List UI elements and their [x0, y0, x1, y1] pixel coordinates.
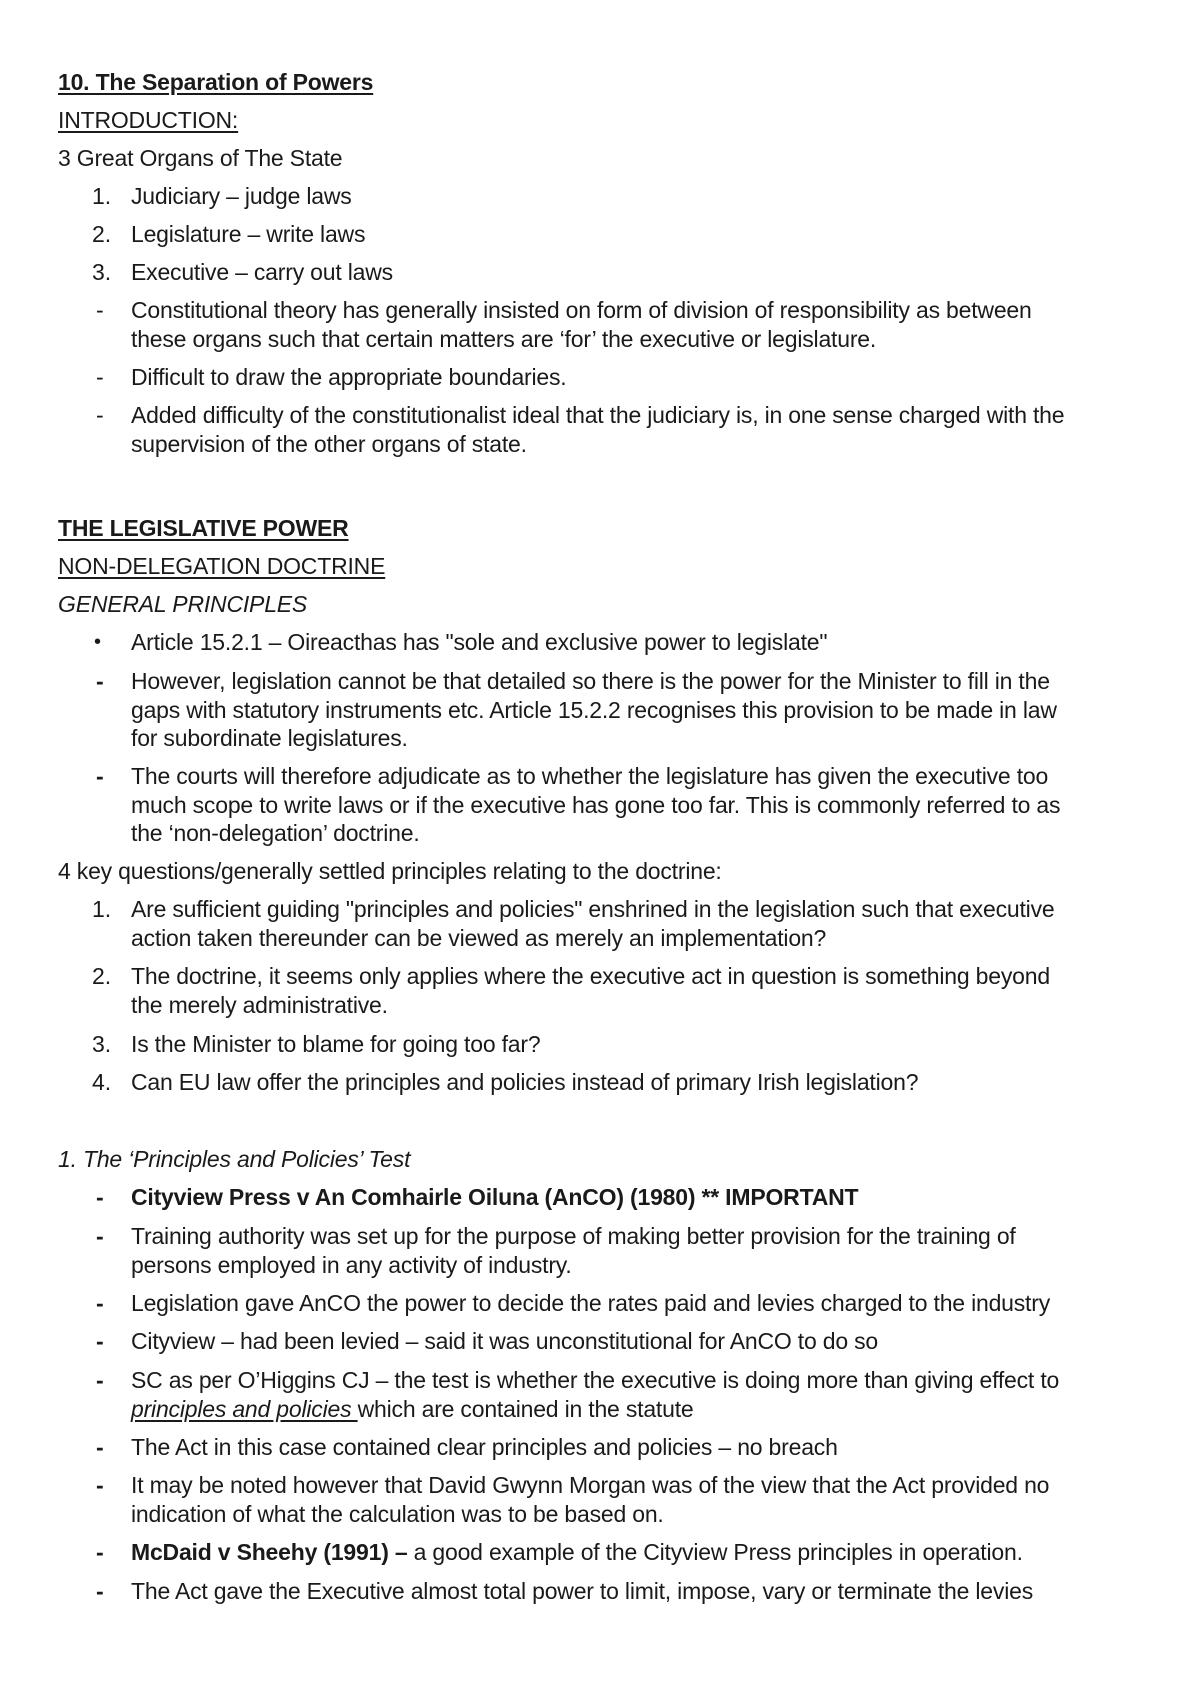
list-marker: 1.	[92, 896, 112, 922]
text-line: these organs such that certain matters are ‘for’ the executive or legislature.	[131, 325, 877, 352]
text-line: much scope to write laws or if the executive has gone too far. This is commonly referred to as	[131, 791, 1061, 818]
list-item-text	[131, 895, 1141, 952]
dash-marker: -	[96, 1223, 104, 1249]
text-line: The doctrine, it seems only applies where the executive act in question is something beyond	[131, 963, 1050, 989]
dash-marker: -	[96, 1290, 104, 1316]
section-heading: THE LEGISLATIVE POWER	[58, 515, 349, 541]
list-item-text	[131, 363, 1141, 392]
dash-marker: -	[96, 1472, 104, 1498]
dash-marker: -	[96, 297, 104, 323]
list-marker: 3.	[92, 1031, 112, 1057]
list-item-text	[131, 628, 1141, 657]
dash-marker: -	[96, 1328, 104, 1354]
dash-marker: -	[96, 1539, 104, 1565]
list-item-text: The Act gave the Executive almost total power to limit, impose, vary or terminate the levies	[131, 1578, 1034, 1604]
text-line: action taken thereunder can be viewed as merely an implementation?	[131, 924, 827, 951]
list-marker: 1.	[92, 183, 112, 209]
case-citation: Cityview Press v An Comhairle Oiluna (AnCO) (1980) ** IMPORTANT	[131, 1184, 859, 1210]
dash-marker: -	[96, 1578, 104, 1604]
list-item-text: Legislature – write laws	[131, 221, 366, 247]
list-item-text: The Act in this case contained clear principles and policies – no breach	[131, 1434, 838, 1460]
subsection-heading: NON-DELEGATION DOCTRINE	[58, 553, 386, 579]
case-citation: McDaid v Sheehy (1991) –	[131, 1539, 408, 1565]
list-item-text	[131, 667, 1141, 753]
list-item-text	[131, 1471, 1141, 1528]
text-line: Is the Minister to blame for going too far?	[131, 1031, 541, 1057]
dash-marker: -	[96, 1367, 104, 1393]
emphasis-text: principles and policies	[131, 1395, 358, 1422]
text-line: indication of what the calculation was to be based on.	[131, 1500, 664, 1527]
intro-heading: INTRODUCTION:	[58, 107, 239, 133]
dash-marker: -	[96, 1434, 104, 1460]
list-item-text: Cityview – had been levied – said it was unconstitutional for AnCO to do so	[131, 1328, 878, 1354]
list-marker: 4.	[92, 1069, 112, 1095]
dash-marker: -	[96, 668, 104, 694]
bullet-marker: •	[94, 631, 102, 653]
dash-marker: -	[96, 364, 104, 390]
text-line-rest: which are contained in the statute	[357, 1395, 694, 1422]
text-line: Training authority was set up for the purpose of making better provision for the training of	[131, 1223, 1016, 1249]
list-item-text	[131, 962, 1141, 1019]
text-line: Constitutional theory has generally insisted on form of division of responsibility as between	[131, 297, 1032, 323]
text-line: persons employed in any activity of industry.	[131, 1251, 572, 1278]
text-line: the ‘non-delegation’ doctrine.	[131, 820, 420, 846]
list-marker: 3.	[92, 259, 112, 285]
list-item-text	[131, 1366, 1141, 1423]
text-line: However, legislation cannot be that detailed so there is the power for the Minister to fill in the	[131, 668, 1050, 694]
principles-heading: GENERAL PRINCIPLES	[58, 591, 308, 617]
dash-marker: -	[96, 1184, 104, 1210]
list-item-text	[131, 1222, 1141, 1279]
text-line: The courts will therefore adjudicate as to whether the legislature has given the executive too	[131, 763, 1049, 789]
list-item-text	[131, 296, 1141, 353]
text-line: for subordinate legislatures.	[131, 725, 408, 751]
text-line: Article 15.2.1 – Oireacthas has "sole and exclusive power to legislate"	[131, 629, 828, 655]
test-heading: 1. The ‘Principles and Policies’ Test	[58, 1146, 411, 1172]
list-marker: 2.	[92, 963, 112, 989]
intro-lead: 3 Great Organs of The State	[58, 145, 343, 171]
list-item-text	[131, 1030, 1141, 1059]
text-line: supervision of the other organs of state.	[131, 430, 527, 457]
text-line: the merely administrative.	[131, 991, 388, 1018]
page-title: 10. The Separation of Powers	[58, 69, 374, 95]
case-description: a good example of the Cityview Press principles in operation.	[407, 1539, 1023, 1565]
dash-marker: -	[96, 402, 104, 428]
text-line: Added difficulty of the constitutionalist ideal that the judiciary is, in one sense charged with the	[131, 402, 1065, 428]
list-item-text	[131, 762, 1141, 848]
text-line: SC as per O’Higgins CJ – the test is whether the executive is doing more than giving effect to	[131, 1367, 1060, 1393]
text-line: gaps with statutory instruments etc. Article 15.2.2 recognises this provision to be made in law	[131, 696, 1057, 723]
list-item-text: Legislation gave AnCO the power to decide the rates paid and levies charged to the industry	[131, 1290, 1051, 1316]
text-line: It may be noted however that David Gwynn Morgan was of the view that the Act provided no	[131, 1472, 1050, 1498]
list-item-text: Judiciary – judge laws	[131, 183, 352, 209]
text-line	[131, 1395, 1141, 1424]
list-item-text	[131, 401, 1141, 458]
text-line: Are sufficient guiding "principles and policies" enshrined in the legislation such that executive	[131, 896, 1055, 922]
list-item-text: Executive – carry out laws	[131, 259, 393, 285]
list-marker: 2.	[92, 221, 112, 247]
text-line: Difficult to draw the appropriate boundaries.	[131, 364, 567, 390]
questions-lead: 4 key questions/generally settled principles relating to the doctrine:	[58, 858, 722, 884]
text-line: Can EU law offer the principles and policies instead of primary Irish legislation?	[131, 1069, 919, 1095]
list-item-text	[131, 1538, 1141, 1567]
list-item-text	[131, 1068, 1141, 1097]
dash-marker: -	[96, 763, 104, 789]
